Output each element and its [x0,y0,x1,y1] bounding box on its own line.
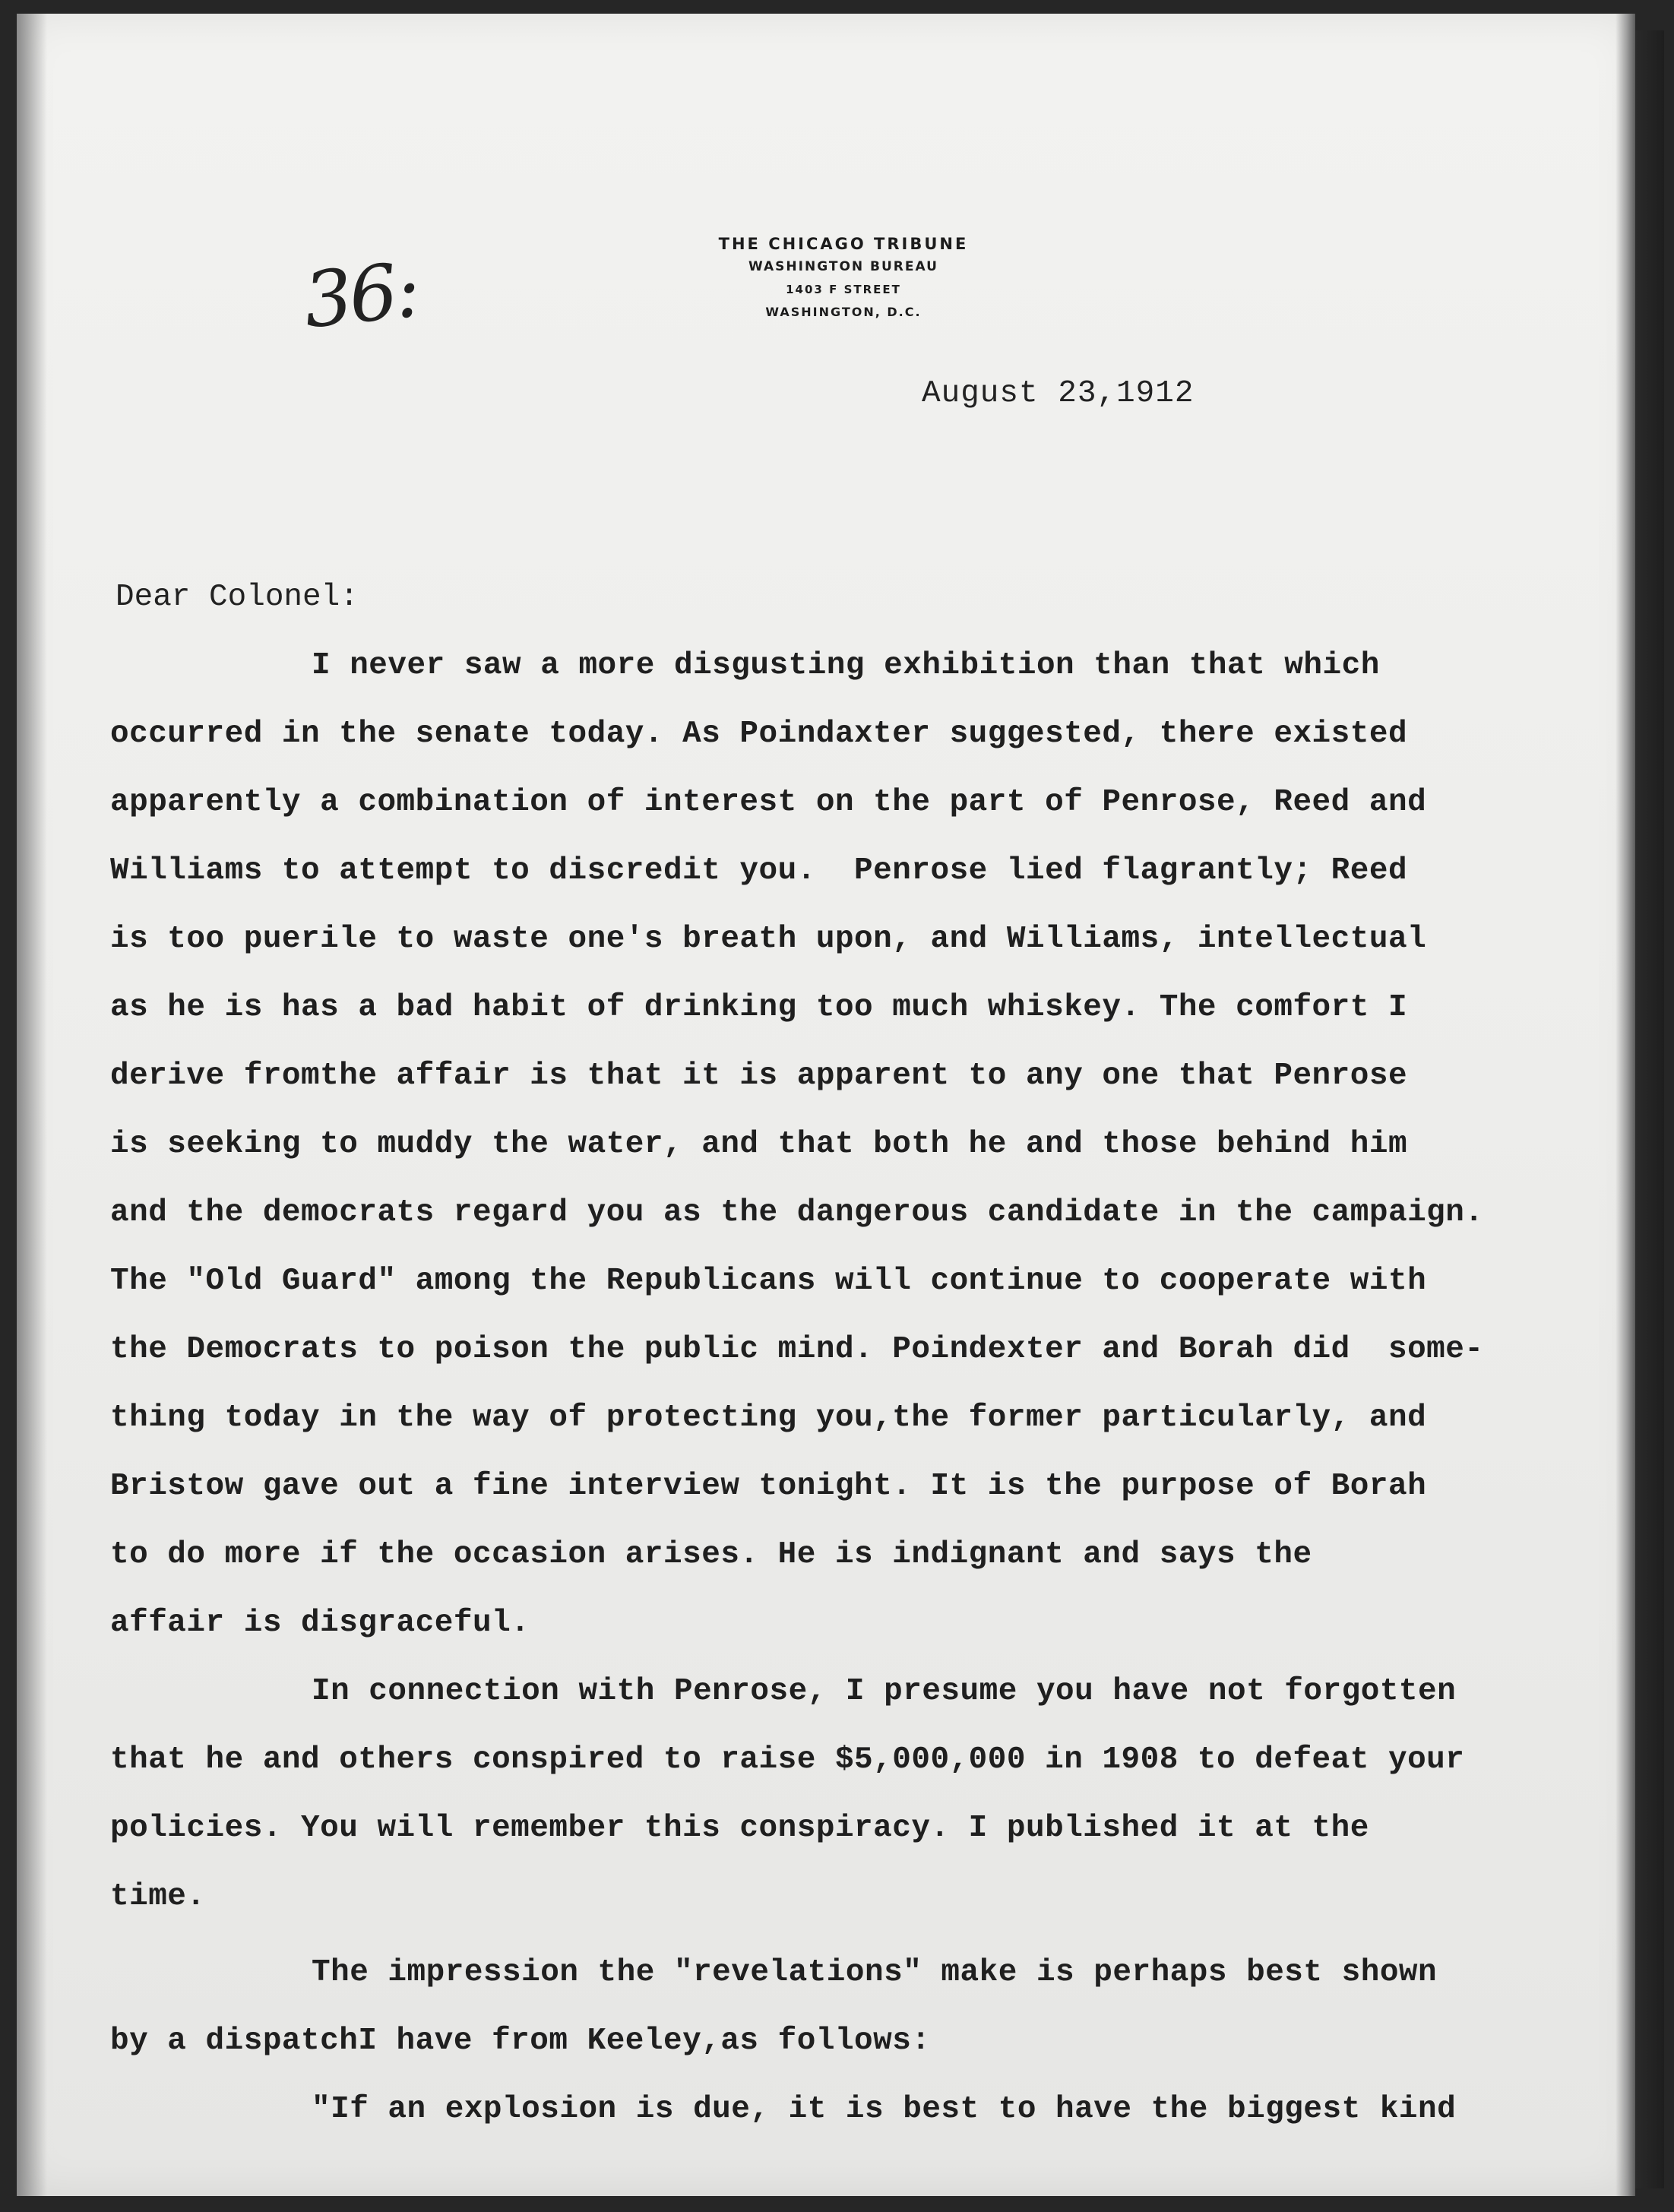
body-line: The "Old Guard" among the Republicans will continue to cooperate with [110,1264,1427,1299]
body-line: Williams to attempt to discredit you. Penrose lied flagrantly; Reed [110,853,1408,888]
body-line: that he and others conspired to raise $5,000,000 in 1908 to defeat your [110,1742,1465,1777]
paper-edge-right [1615,14,1635,2196]
letterhead-city: WASHINGTON, D.C. [765,305,922,319]
body-line: policies. You will remember this conspiracy. I published it at the [110,1811,1369,1846]
letter-paper [17,14,1635,2196]
body-line: occurred in the senate today. As Poindaxter suggested, there existed [110,717,1408,752]
body-line: is too puerile to waste one's breath upon, and Williams, intellectual [110,922,1427,957]
handwritten-page-number: 36: [299,245,422,346]
letter-date: August 23,1912 [922,376,1195,411]
letterhead-bureau: WASHINGTON BUREAU [748,259,938,274]
body-line: as he is has a bad habit of drinking too much whiskey. The comfort I [110,990,1408,1025]
body-line: In connection with Penrose, I presume you have not forgotten [312,1674,1457,1709]
body-line: derive fromthe affair is that it is apparent to any one that Penrose [110,1059,1408,1093]
body-line: time. [110,1879,206,1914]
letterhead [653,233,1033,324]
letterhead-street: 1403 F STREET [786,283,901,296]
body-line: and the democrats regard you as the dangerous candidate in the campaign. [110,1195,1484,1230]
body-line: thing today in the way of protecting you,the former particularly, and [110,1400,1427,1435]
body-line: "If an explosion is due, it is best to have the biggest kind [312,2092,1457,2127]
body-line: is seeking to muddy the water, and that both he and those behind him [110,1127,1408,1162]
body-line: The impression the "revelations" make is perhaps best shown [312,1955,1438,1990]
body-line: by a dispatchI have from Keeley,as follows: [110,2024,931,2059]
letterhead-newspaper: THE CHICAGO TRIBUNE [718,235,969,253]
body-line: affair is disgraceful. [110,1606,530,1641]
body-line: to do more if the occasion arises. He is indignant and says the [110,1537,1312,1572]
body-line: Bristow gave out a fine interview tonight. It is the purpose of Borah [110,1469,1427,1504]
body-line: the Democrats to poison the public mind. Poindexter and Borah did some- [110,1332,1484,1367]
body-line: I never saw a more disgusting exhibition than that which [312,648,1380,683]
salutation: Dear Colonel: [116,580,359,615]
body-line: apparently a combination of interest on the part of Penrose, Reed and [110,785,1427,820]
paper-shadow-left [17,14,47,2196]
